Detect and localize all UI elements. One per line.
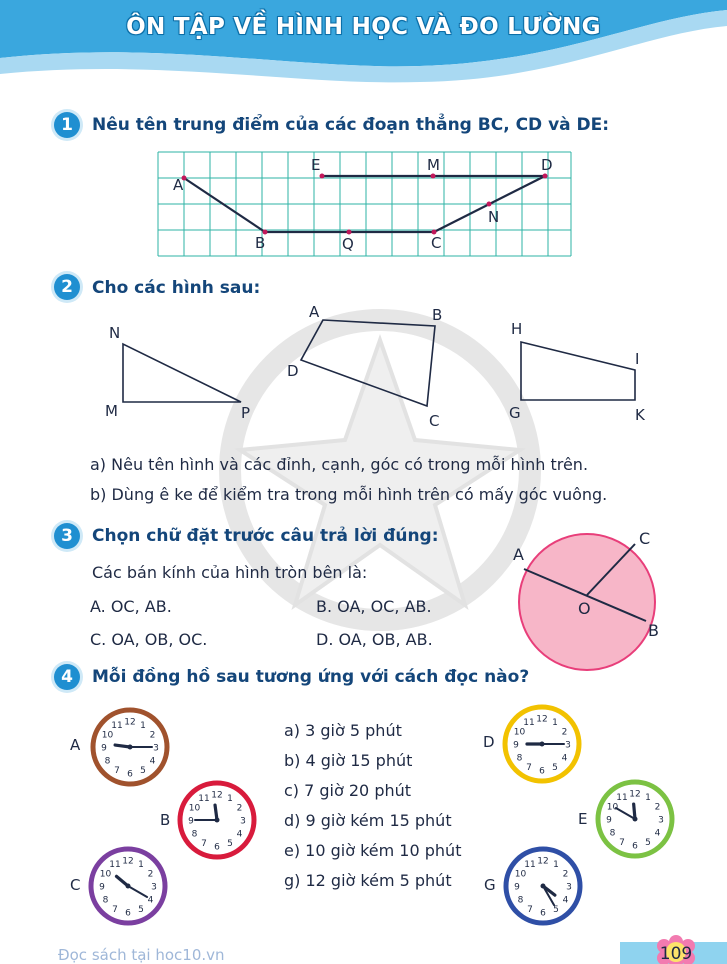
label-G: G (509, 404, 521, 422)
point-M (431, 174, 436, 179)
clock-label-G: G (484, 876, 496, 894)
clock-center (128, 745, 133, 750)
dial-number: 10 (606, 802, 619, 813)
reading-a: a) 3 giờ 5 phút (284, 721, 402, 740)
dial-number: 10 (99, 869, 112, 880)
reading-d: d) 9 giờ kém 15 phút (284, 811, 452, 830)
dial-number: 6 (632, 841, 638, 852)
reading-b: b) 4 giờ 15 phút (284, 751, 413, 770)
clock-D (500, 702, 584, 786)
dial-number: 6 (127, 769, 133, 780)
label-M: M (105, 402, 118, 420)
q4-number-badge: 4 (54, 664, 80, 690)
label-D: D (541, 156, 553, 174)
label-K: K (635, 406, 645, 424)
label-D: D (287, 362, 299, 380)
point-Q (347, 230, 352, 235)
dial-number: 12 (629, 789, 641, 800)
dial-number: 3 (153, 743, 159, 754)
dial-number: 1 (552, 717, 558, 728)
label-C: C (431, 234, 442, 252)
point-E (320, 174, 325, 179)
reading-c: c) 7 giờ 20 phút (284, 781, 412, 800)
triangle-MNP (123, 344, 241, 402)
dial-number: 11 (524, 859, 536, 870)
q3-circle-figure (505, 520, 665, 680)
label-H: H (511, 320, 523, 338)
q3-option-d[interactable]: D. OA, OB, AB. (316, 630, 433, 649)
dial-number: 5 (552, 763, 558, 774)
q3-option-c[interactable]: C. OA, OB, OC. (90, 630, 208, 649)
dial-number: 7 (112, 905, 118, 916)
dial-number: 2 (654, 802, 661, 813)
dial-number: 1 (138, 859, 144, 870)
dial-number: 10 (514, 869, 527, 880)
clock-center (126, 884, 131, 889)
clock-label-A: A (70, 736, 81, 754)
dial-number: 10 (188, 803, 201, 814)
label-N: N (109, 324, 121, 342)
dial-number: 4 (236, 829, 243, 840)
clock-C (86, 844, 170, 928)
label-B: B (648, 621, 659, 640)
dial-number: 9 (606, 815, 612, 826)
dial-number: 6 (540, 908, 546, 919)
clock-label-B: B (160, 811, 171, 829)
dial-number: 8 (516, 753, 523, 764)
q1-grid-figure (155, 148, 575, 260)
q2-part-b: b) Dùng ê ke để kiểm tra trong mỗi hình trên có mấy góc vuông. (90, 485, 608, 504)
page-number: 109 (659, 944, 693, 964)
clock-G (501, 844, 585, 928)
dial-number: 7 (201, 839, 207, 850)
clock-center (633, 817, 638, 822)
dial-number: 11 (523, 717, 535, 728)
footer-source[interactable]: Đọc sách tại hoc10.vn (58, 946, 225, 964)
dial-number: 5 (227, 839, 233, 850)
quadrilateral-ABCD (301, 320, 435, 406)
dial-number: 4 (147, 895, 154, 906)
dial-number: 11 (111, 720, 123, 731)
dial-number: 7 (526, 763, 532, 774)
dial-number: 10 (513, 727, 526, 738)
dial-number: 3 (240, 816, 246, 827)
dial-number: 4 (561, 753, 568, 764)
label-Q: Q (342, 235, 354, 253)
label-A: A (309, 303, 320, 321)
dial-number: 4 (654, 828, 661, 839)
label-P: P (241, 404, 251, 422)
q3-number-badge: 3 (54, 523, 80, 549)
q3-option-b[interactable]: B. OA, OC, AB. (316, 597, 432, 616)
dial-number: 12 (122, 856, 134, 867)
dial-number: 9 (514, 882, 520, 893)
label-C: C (429, 412, 440, 430)
q1-grid (158, 152, 571, 256)
dial-number: 3 (151, 882, 157, 893)
dial-number: 8 (609, 828, 616, 839)
clock-B (175, 778, 259, 862)
dial-number: 11 (109, 859, 121, 870)
dial-number: 7 (114, 766, 120, 777)
dial-number: 5 (645, 838, 651, 849)
dial-number: 12 (124, 717, 136, 728)
dial-number: 8 (102, 895, 109, 906)
dial-number: 12 (211, 790, 223, 801)
q3-title: Chọn chữ đặt trước câu trả lời đúng: (92, 526, 439, 546)
dial-number: 12 (536, 714, 548, 725)
clock-center (540, 742, 545, 747)
page-title: ÔN TẬP VỀ HÌNH HỌC VÀ ĐO LƯỜNG (126, 14, 601, 40)
q1-number-badge: 1 (54, 112, 80, 138)
dial-number: 9 (188, 816, 194, 827)
dial-number: 5 (140, 766, 146, 777)
label-C: C (639, 529, 651, 548)
reading-e: e) 10 giờ kém 10 phút (284, 841, 462, 860)
q2-number-badge: 2 (54, 274, 80, 300)
dial-number: 2 (562, 869, 569, 880)
dial-number: 3 (565, 740, 571, 751)
dial-number: 8 (104, 756, 111, 767)
dial-number: 2 (561, 727, 568, 738)
dial-number: 11 (616, 792, 628, 803)
q2-figures (95, 300, 665, 435)
label-B: B (432, 306, 443, 324)
dial-number: 9 (513, 740, 519, 751)
dial-number: 6 (214, 842, 220, 853)
reading-g: g) 12 giờ kém 5 phút (284, 871, 452, 890)
label-A: A (173, 176, 184, 194)
dial-number: 9 (101, 743, 107, 754)
dial-number: 6 (539, 766, 545, 777)
clock-label-D: D (483, 733, 495, 751)
dial-number: 9 (99, 882, 105, 893)
label-I: I (635, 350, 640, 368)
dial-number: 5 (138, 905, 144, 916)
label-E: E (311, 156, 321, 174)
label-A: A (513, 545, 524, 564)
q1-title: Nêu tên trung điểm của các đoạn thẳng BC, CD và DE: (92, 115, 610, 135)
dial-number: 11 (198, 793, 210, 804)
label-N: N (488, 208, 500, 226)
page-number-badge (620, 932, 727, 964)
dial-number: 2 (149, 730, 156, 741)
dial-number: 4 (562, 895, 569, 906)
dial-number: 1 (645, 792, 651, 803)
dial-number: 8 (191, 829, 198, 840)
q2-title: Cho các hình sau: (92, 278, 261, 298)
label-O: O (578, 599, 591, 618)
dial-number: 2 (147, 869, 154, 880)
clock-E (593, 777, 677, 861)
dial-number: 8 (517, 895, 524, 906)
dial-number: 3 (566, 882, 572, 893)
point-N (487, 202, 492, 207)
clock-A (88, 705, 172, 789)
dial-number: 4 (149, 756, 156, 767)
label-B: B (255, 234, 266, 252)
dial-number: 5 (553, 905, 559, 916)
dial-number: 1 (227, 793, 233, 804)
dial-number: 3 (658, 815, 664, 826)
point-D (543, 174, 548, 179)
q4-title: Mỗi đồng hồ sau tương ứng với cách đọc nào? (92, 667, 530, 687)
dial-number: 1 (140, 720, 146, 731)
clock-label-C: C (70, 876, 81, 894)
q2-part-a: a) Nêu tên hình và các đỉnh, cạnh, góc có trong mỗi hình trên. (90, 455, 589, 474)
dial-number: 7 (527, 905, 533, 916)
clock-center (215, 818, 220, 823)
q3-option-a[interactable]: A. OC, AB. (90, 597, 172, 616)
dial-number: 10 (101, 730, 114, 741)
dial-number: 12 (537, 856, 549, 867)
label-M: M (427, 156, 440, 174)
clock-label-E: E (578, 810, 588, 828)
clock-center (541, 884, 546, 889)
dial-number: 2 (236, 803, 243, 814)
q3-prompt: Các bán kính của hình tròn bên là: (92, 563, 368, 582)
dial-number: 1 (553, 859, 559, 870)
dial-number: 7 (619, 838, 625, 849)
quadrilateral-GHIK (521, 342, 635, 400)
dial-number: 6 (125, 908, 131, 919)
